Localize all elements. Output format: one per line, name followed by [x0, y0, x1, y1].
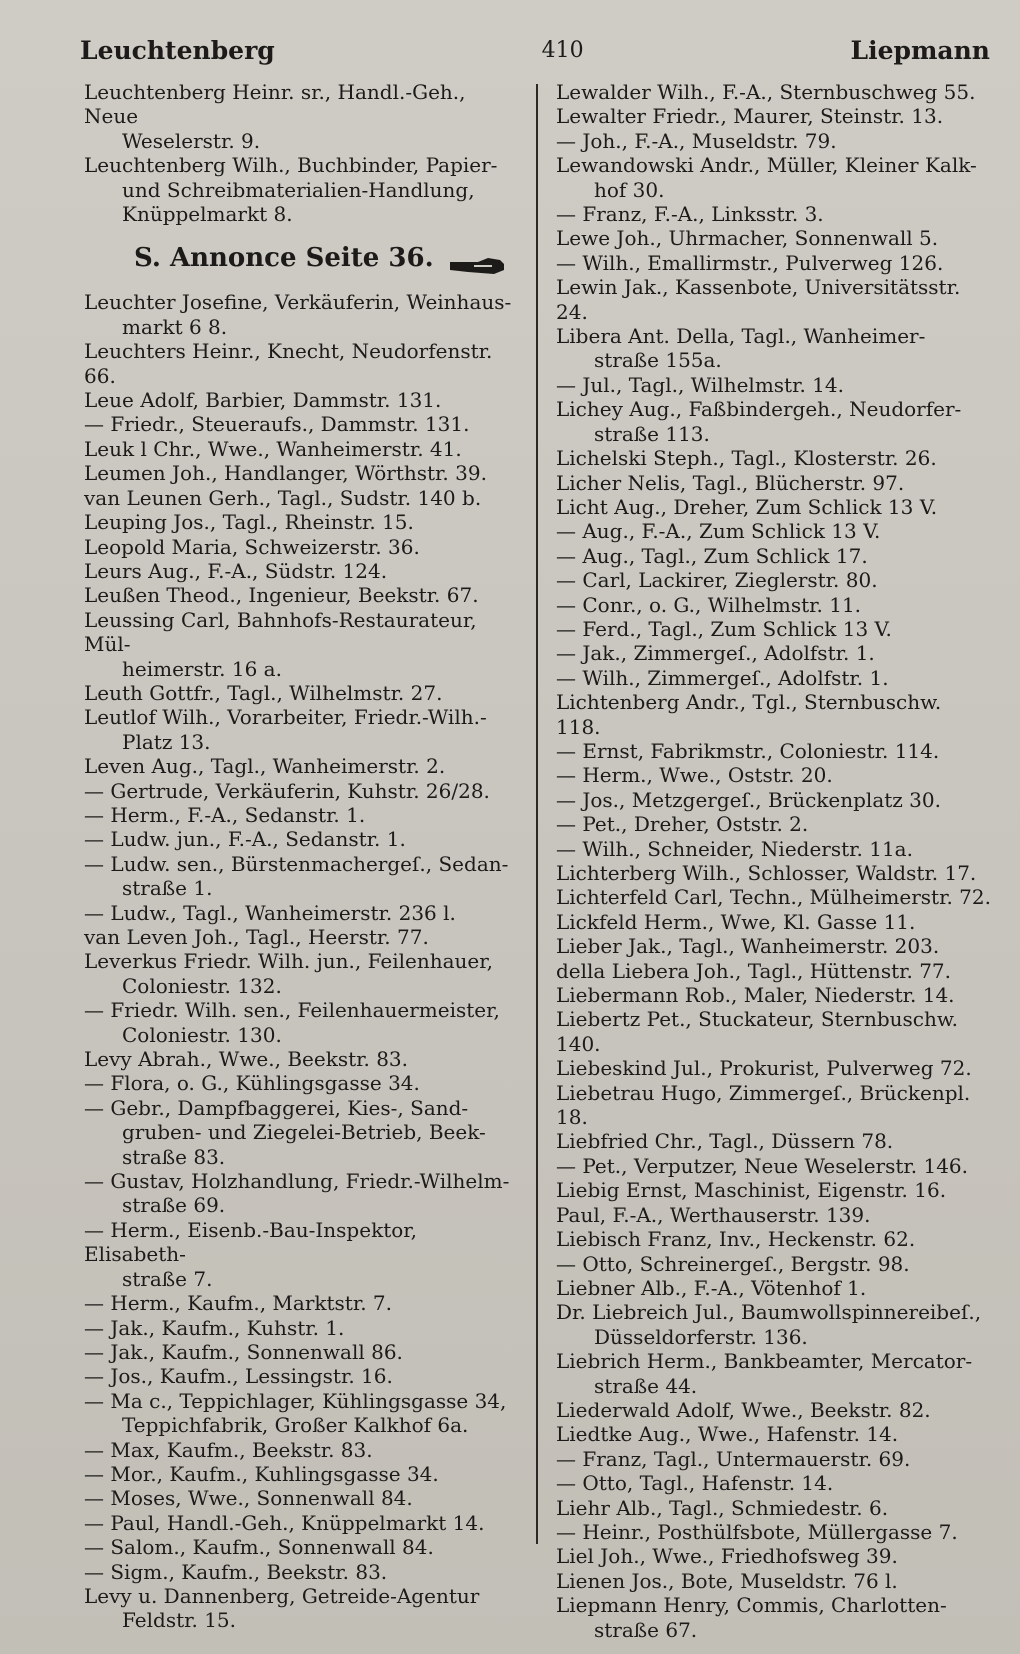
entry-continuation: straße 113.: [594, 421, 710, 446]
entry-continuation: heimerstr. 16 a.: [122, 656, 282, 681]
directory-entry: [84, 388, 524, 412]
directory-entry: [84, 290, 524, 339]
entry-text: Lewe Joh., Uhrmacher, Sonnenwall 5.: [556, 226, 939, 251]
entry-text: Leuth Gottfr., Tagl., Wilhelmstr. 27.: [84, 680, 443, 705]
entry-text: Liebfried Chr., Tagl., Düssern 78.: [556, 1129, 894, 1154]
directory-entry: [84, 1096, 524, 1169]
entry-text: Lickfeld Herm., Wwe, Kl. Gasse 11.: [556, 909, 916, 934]
entry-text: — Aug., Tagl., Zum Schlick 17.: [556, 543, 868, 568]
directory-entry: [84, 705, 524, 754]
directory-entry: [84, 461, 524, 485]
directory-entry: [556, 1056, 992, 1080]
annonce-reference: [84, 238, 524, 278]
entry-continuation: Coloniestr. 132.: [122, 973, 282, 998]
entry-text: Levy u. Dannenberg, Getreide-Agentur: [84, 1583, 480, 1608]
entry-text: Liebner Alb., F.-A., Vötenhof 1.: [556, 1275, 867, 1300]
directory-entry: [556, 104, 992, 128]
entry-text: — Herm., Eisenb.-Bau-Inspektor, Elisabeth-: [84, 1217, 417, 1267]
entry-text: Lienen Jos., Bote, Museldstr. 76 l.: [556, 1568, 898, 1593]
directory-entry: [556, 1398, 992, 1422]
directory-entry: [84, 681, 524, 705]
entry-text: — Max, Kaufm., Beekstr. 83.: [84, 1437, 373, 1462]
directory-entry: [556, 1447, 992, 1471]
entry-text: Liebisch Franz, Inv., Heckenstr. 62.: [556, 1227, 916, 1252]
entry-text: Lewalter Friedr., Maurer, Steinstr. 13.: [556, 104, 944, 129]
entry-text: Liebeskind Jul., Prokurist, Pulverweg 72.: [556, 1056, 972, 1081]
entry-continuation: Weselerstr. 9.: [122, 128, 261, 153]
directory-entry: [556, 1544, 992, 1568]
directory-entry: [84, 1169, 524, 1218]
directory-entry: [556, 885, 992, 909]
directory-entry: [84, 1389, 524, 1438]
entry-text: Dr. Liebreich Jul., Baumwollspinnereibeſ.,: [556, 1300, 982, 1325]
entry-text: Licher Nelis, Tagl., Blücherstr. 97.: [556, 470, 905, 495]
directory-entry: [84, 925, 524, 949]
entry-text: Liepmann Henry, Commis, Charlotten-: [556, 1593, 947, 1618]
entry-text: — Ferd., Tagl., Zum Schlick 13 V.: [556, 616, 892, 641]
directory-entry: [556, 910, 992, 934]
directory-entry: [84, 1511, 524, 1535]
directory-entry: [556, 397, 992, 446]
entry-text: — Mor., Kaufm., Kuhlingsgasse 34.: [84, 1461, 439, 1486]
entry-text: — Jul., Tagl., Wilhelmstr. 14.: [556, 372, 844, 397]
directory-entry: [84, 1462, 524, 1486]
entry-text: Liebetrau Hugo, Zimmergeſ., Brückenpl. 18.: [556, 1080, 971, 1130]
entry-text: — Heinr., Posthülfsbote, Müllergasse 7.: [556, 1519, 958, 1544]
directory-entry: [556, 1471, 992, 1495]
directory-entry: [84, 1535, 524, 1559]
directory-entry: [84, 80, 524, 153]
entry-text: Levy Abrah., Wwe., Beekstr. 83.: [84, 1047, 409, 1072]
entry-continuation: straße 67.: [594, 1617, 698, 1642]
entry-continuation: und Schreibmaterialien-Handlung, Knüppelmarkt 8.: [122, 177, 475, 227]
directory-entry: [556, 1081, 992, 1130]
entry-text: della Liebera Joh., Tagl., Hüttenstr. 77.: [556, 958, 951, 983]
directory-entry: [556, 1007, 992, 1056]
entry-continuation: hof 30.: [594, 177, 665, 202]
directory-entry: [556, 568, 992, 592]
entry-text: Leuchter Josefine, Verkäuferin, Weinhaus-: [84, 290, 512, 315]
directory-entry: [556, 202, 992, 226]
entry-continuation: straße 155a.: [594, 348, 722, 373]
directory-entry: [84, 608, 524, 681]
directory-entry: [556, 1422, 992, 1446]
entry-text: Liehr Alb., Tagl., Schmiedestr. 6.: [556, 1495, 889, 1520]
entry-text: Paul, F.-A., Werthauserstr. 139.: [556, 1202, 871, 1227]
entry-text: Libera Ant. Della, Tagl., Wanheimer-: [556, 324, 926, 349]
entry-text: Leußen Theod., Ingenieur, Beekstr. 67.: [84, 583, 479, 608]
directory-entry: [84, 1560, 524, 1584]
entry-text: — Gustav, Holzhandlung, Friedr.-Wilhelm-: [84, 1169, 510, 1194]
directory-entry: [84, 1438, 524, 1462]
directory-entry: [84, 1071, 524, 1095]
entry-text: — Pet., Verputzer, Neue Weselerstr. 146.: [556, 1153, 969, 1178]
entry-text: Leuchtenberg Heinr. sr., Handl.-Geh., Neue: [84, 80, 466, 129]
directory-entry: [556, 1349, 992, 1398]
header-left-keyword: Leuchtenberg: [80, 35, 275, 65]
directory-entry: [556, 251, 992, 275]
entry-continuation: Feldstr. 15.: [122, 1608, 237, 1633]
directory-entry: [84, 437, 524, 461]
entry-text: Leussing Carl, Bahnhofs-Restaurateur, Mül-: [84, 607, 477, 657]
directory-entry: [84, 510, 524, 534]
entry-text: — Friedr. Wilh. sen., Feilenhauermeister,: [84, 998, 500, 1023]
directory-entry: [556, 226, 992, 250]
entry-text: — Jak., Kaufm., Kuhstr. 1.: [84, 1315, 345, 1340]
directory-entry: [556, 544, 992, 568]
directory-entry: [84, 559, 524, 583]
entry-text: Liebertz Pet., Stuckateur, Sternbuschw. 140.: [556, 1007, 958, 1056]
entry-text: — Salom., Kaufm., Sonnenwall 84.: [84, 1535, 434, 1560]
entry-text: — Friedr., Steueraufs., Dammstr. 131.: [84, 412, 470, 437]
entry-text: Lewalder Wilh., F.-A., Sternbuschweg 55.: [556, 80, 976, 104]
entry-text: — Aug., F.-A., Zum Schlick 13 V.: [556, 519, 881, 544]
entry-text: — Joh., F.-A., Museldstr. 79.: [556, 128, 837, 153]
entry-text: Lichey Aug., Faßbindergeh., Neudorfer-: [556, 397, 962, 422]
directory-entry: [556, 1227, 992, 1251]
directory-entry: [556, 373, 992, 397]
directory-entry: [84, 1340, 524, 1364]
entry-text: Lichterberg Wilh., Schlosser, Waldstr. 17.: [556, 861, 977, 885]
entry-text: Leue Adolf, Barbier, Dammstr. 131.: [84, 388, 442, 413]
entry-text: Lichterfeld Carl, Techn., Mülheimerstr. 72.: [556, 885, 991, 910]
directory-entry: [84, 803, 524, 827]
directory-entry: [556, 129, 992, 153]
directory-entry: [84, 852, 524, 901]
entry-text: Leuping Jos., Tagl., Rheinstr. 15.: [84, 510, 414, 535]
entry-continuation: Teppichfabrik, Großer Kalkhof 6a.: [122, 1413, 469, 1438]
directory-entry: [556, 1129, 992, 1153]
entry-continuation: straße 1.: [122, 876, 213, 901]
directory-entry: [84, 779, 524, 803]
directory-entry: [556, 446, 992, 470]
entry-text: — Otto, Schreinergeſ., Bergstr. 98.: [556, 1251, 910, 1276]
directory-entry: [556, 1154, 992, 1178]
directory-entry: [556, 641, 992, 665]
entry-text: Lewandowski Andr., Müller, Kleiner Kalk-: [556, 153, 977, 178]
pointing-hand-icon: [448, 248, 506, 268]
entry-text: Leutlof Wilh., Vorarbeiter, Friedr.-Wilh.-: [84, 705, 487, 730]
entry-text: Liebig Ernst, Maschinist, Eigenstr. 16.: [556, 1178, 947, 1203]
directory-entry: [556, 593, 992, 617]
directory-entry: [556, 1520, 992, 1544]
entry-text: — Conr., o. G., Wilhelmstr. 11.: [556, 592, 862, 617]
directory-entry: [556, 1593, 992, 1642]
directory-entry: [84, 486, 524, 510]
entry-text: — Ma c., Teppichlager, Kühlingsgasse 34,: [84, 1388, 507, 1413]
entry-text: — Franz, F.-A., Linksstr. 3.: [556, 202, 824, 227]
directory-entry: [556, 1496, 992, 1520]
entry-text: Leumen Joh., Handlanger, Wörthstr. 39.: [84, 461, 487, 486]
entry-text: — Ernst, Fabrikmstr., Coloniestr. 114.: [556, 738, 940, 763]
directory-entry: [556, 153, 992, 202]
directory-entry: [84, 1218, 524, 1291]
entry-text: — Sigm., Kaufm., Beekstr. 83.: [84, 1559, 388, 1584]
directory-entry: [84, 412, 524, 436]
directory-entry: [556, 1276, 992, 1300]
entry-text: — Herm., Kaufm., Marktstr. 7.: [84, 1291, 392, 1316]
directory-entry: [556, 1569, 992, 1593]
directory-entry: [84, 1047, 524, 1071]
directory-entry: [556, 788, 992, 812]
entry-text: — Paul, Handl.-Geh., Knüppelmarkt 14.: [84, 1510, 485, 1535]
directory-entry: [84, 901, 524, 925]
entry-text: — Gertrude, Verkäuferin, Kuhstr. 26/28.: [84, 778, 490, 803]
entry-text: — Ludw. sen., Bürstenmachergeſ., Sedan-: [84, 851, 509, 876]
entry-continuation: gruben- und Ziegelei-Betrieb, Beek- straße 83.: [122, 1120, 486, 1169]
entry-text: — Ludw. jun., F.-A., Sedanstr. 1.: [84, 827, 406, 852]
entry-text: — Pet., Dreher, Oststr. 2.: [556, 812, 809, 837]
entry-text: — Flora, o. G., Kühlingsgasse 34.: [84, 1071, 420, 1096]
entry-text: Leverkus Friedr. Wilh. jun., Feilenhauer,: [84, 949, 493, 974]
entry-text: — Ludw., Tagl., Wanheimerstr. 236 l.: [84, 900, 456, 925]
directory-entry: [84, 998, 524, 1047]
entry-text: Lewin Jak., Kassenbote, Universitätsstr. 24.: [556, 275, 961, 324]
entry-continuation: Platz 13.: [122, 729, 211, 754]
entry-text: Licht Aug., Dreher, Zum Schlick 13 V.: [556, 494, 938, 519]
directory-entry: [556, 763, 992, 787]
entry-text: — Franz, Tagl., Untermauerstr. 69.: [556, 1446, 911, 1471]
directory-entry: [556, 837, 992, 861]
directory-entry: [556, 812, 992, 836]
entry-text: Liel Joh., Wwe., Friedhofsweg 39.: [556, 1544, 898, 1569]
entry-text: van Leunen Gerh., Tagl., Sudstr. 140 b.: [84, 485, 482, 510]
entry-text: Leuchtenberg Wilh., Buchbinder, Papier-: [84, 153, 498, 178]
entry-continuation: Coloniestr. 130.: [122, 1022, 282, 1047]
directory-entry: [84, 1291, 524, 1315]
entry-continuation: Düsseldorferstr. 136.: [594, 1324, 808, 1349]
entry-text: — Moses, Wwe., Sonnenwall 84.: [84, 1486, 413, 1511]
directory-entry: [84, 827, 524, 851]
column-divider: [536, 84, 538, 1544]
directory-entry: [556, 1252, 992, 1276]
directory-entry: [84, 1584, 524, 1633]
directory-entry: [556, 1178, 992, 1202]
entry-text: Lichelski Steph., Tagl., Klosterstr. 26.: [556, 446, 937, 471]
directory-entry: [556, 617, 992, 641]
header-right-keyword: Liepmann: [850, 35, 990, 65]
directory-entry: [556, 983, 992, 1007]
entry-text: — Herm., F.-A., Sedanstr. 1.: [84, 802, 366, 827]
entry-text: — Wilh., Zimmergeſ., Adolfstr. 1.: [556, 665, 889, 690]
entry-text: Liebrich Herm., Bankbeamter, Mercator-: [556, 1349, 973, 1374]
annonce-text: S. Annonce Seite 36.: [134, 243, 434, 274]
entry-continuation: markt 6 8.: [122, 314, 228, 339]
left-column: [84, 80, 524, 1633]
entry-text: — Jos., Kaufm., Lessingstr. 16.: [84, 1364, 393, 1389]
entry-text: Leurs Aug., F.-A., Südstr. 124.: [84, 558, 388, 583]
directory-entry: [556, 471, 992, 495]
directory-entry: [84, 1486, 524, 1510]
directory-entry: [84, 754, 524, 778]
directory-entry: [556, 275, 992, 324]
entry-text: — Otto, Tagl., Hafenstr. 14.: [556, 1471, 834, 1496]
directory-entry: [84, 339, 524, 388]
directory-entry: [556, 861, 992, 885]
entry-text: Liebermann Rob., Maler, Niederstr. 14.: [556, 983, 955, 1008]
entry-text: Lichtenberg Andr., Tgl., Sternbuschw. 118.: [556, 690, 942, 739]
directory-entry: [556, 666, 992, 690]
page-number: 410: [541, 37, 584, 63]
directory-entry: [556, 519, 992, 543]
directory-entry: [556, 1203, 992, 1227]
entry-text: — Wilh., Schneider, Niederstr. 11a.: [556, 836, 913, 861]
entry-text: van Leven Joh., Tagl., Heerstr. 77.: [84, 925, 429, 949]
entry-text: Leopold Maria, Schweizerstr. 36.: [84, 534, 420, 559]
directory-entry: [556, 80, 992, 104]
entry-text: — Herm., Wwe., Oststr. 20.: [556, 763, 833, 788]
directory-entry: [556, 690, 992, 739]
entry-text: — Gebr., Dampfbaggerei, Kies-, Sand-: [84, 1095, 469, 1120]
entry-text: Leven Aug., Tagl., Wanheimerstr. 2.: [84, 754, 446, 779]
directory-entry: [556, 1300, 992, 1349]
directory-entry: [556, 959, 992, 983]
page-header: [80, 30, 990, 70]
entry-text: — Jos., Metzgergeſ., Brückenplatz 30.: [556, 787, 941, 812]
entry-text: Leuk l Chr., Wwe., Wanheimerstr. 41.: [84, 436, 462, 461]
right-column: [556, 80, 992, 1642]
directory-entry: [84, 949, 524, 998]
entry-text: — Wilh., Emallirmstr., Pulverweg 126.: [556, 250, 944, 275]
directory-entry: [84, 1316, 524, 1340]
entry-text: Lieber Jak., Tagl., Wanheimerstr. 203.: [556, 934, 940, 959]
directory-entry: [556, 739, 992, 763]
entry-text: Liedtke Aug., Wwe., Hafenstr. 14.: [556, 1422, 899, 1447]
directory-entry: [84, 1364, 524, 1388]
directory-entry: [84, 153, 524, 226]
entry-text: — Jak., Zimmergeſ., Adolfstr. 1.: [556, 641, 875, 666]
directory-entry: [556, 324, 992, 373]
entry-continuation: straße 44.: [594, 1373, 698, 1398]
entry-text: — Carl, Lackirer, Zieglerstr. 80.: [556, 568, 878, 593]
entry-text: — Jak., Kaufm., Sonnenwall 86.: [84, 1339, 403, 1364]
entry-text: Liederwald Adolf, Wwe., Beekstr. 82.: [556, 1397, 931, 1422]
directory-entry: [556, 495, 992, 519]
directory-entry: [556, 934, 992, 958]
entry-continuation: straße 7.: [122, 1266, 213, 1291]
entry-continuation: straße 69.: [122, 1193, 226, 1218]
directory-entry: [84, 535, 524, 559]
directory-entry: [84, 583, 524, 607]
entry-text: Leuchters Heinr., Knecht, Neudorfenstr. 66.: [84, 339, 493, 388]
